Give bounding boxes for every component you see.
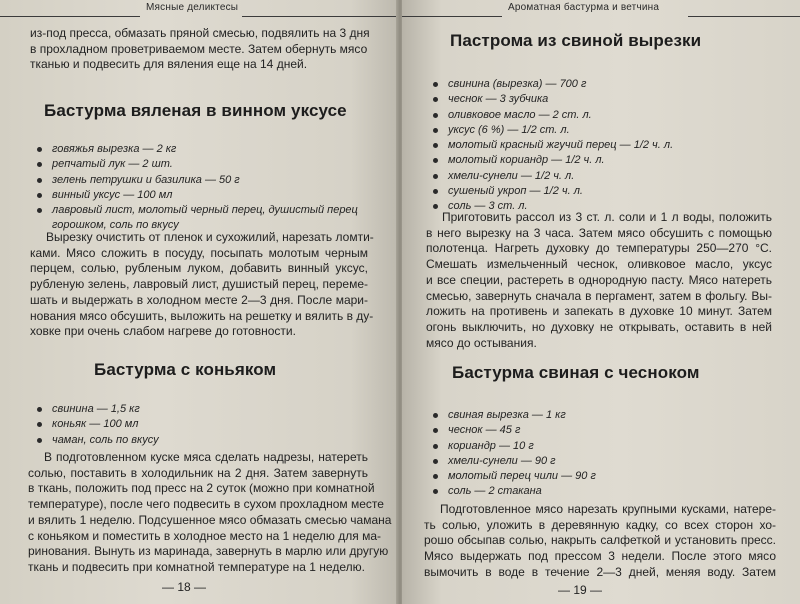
right-page — [402, 0, 800, 604]
text-line: нования мясо обсушить, выложить на решетку и вялить в ду- — [30, 308, 374, 323]
ingredient-list — [430, 408, 596, 500]
recipe-title: Бастурма вяленая в винном уксусе — [44, 101, 347, 120]
bullet-icon — [37, 208, 42, 213]
page-number: — 18 — — [162, 580, 207, 594]
bullet-icon — [433, 158, 438, 163]
method-paragraph — [30, 230, 374, 340]
bullet-icon — [433, 474, 438, 479]
header-rule — [242, 16, 398, 17]
text-line: ринования. Вынуть из маринада, завернуть в марлю или другую — [28, 544, 389, 559]
bullet-icon — [37, 178, 42, 183]
header-rule — [688, 16, 800, 17]
text-line: из-под пресса, обмазать пряной смесью, подвялить на 3 дня — [30, 26, 370, 40]
running-head: Мясные деликтесы — [146, 2, 239, 13]
text-line: в него вырезку на 3 часа. Затем мясо обсушить с помощью — [426, 225, 772, 240]
text-line: Приготовить рассол из 3 ст. л. соли и 1 л воды, положить — [442, 210, 772, 224]
header-rule — [402, 16, 502, 17]
bullet-icon — [433, 489, 438, 494]
text-line: и все специи, растереть в однородную пасту. Мясо натереть — [426, 272, 772, 287]
ingredient-item: молотый перец чили — 90 г — [430, 469, 596, 484]
bullet-icon — [433, 204, 438, 209]
page-number: — 19 — — [558, 583, 603, 597]
bullet-icon — [37, 407, 42, 412]
ingredient-item: сушеный укроп — 1/2 ч. л. — [430, 184, 673, 199]
ingredient-list — [34, 402, 159, 448]
ingredient-item: свиная вырезка — 1 кг — [430, 408, 596, 423]
ingredient-item: молотый красный жгучий перец — 1/2 ч. л. — [430, 138, 673, 153]
ingredient-item: соль — 3 ст. л. — [430, 199, 673, 214]
bullet-icon — [37, 193, 42, 198]
bullet-icon — [433, 128, 438, 133]
bullet-icon — [433, 113, 438, 118]
bullet-icon — [433, 444, 438, 449]
text-line: в прохладном проветриваемом месте. Затем обернуть мясо — [30, 41, 368, 56]
text-line: ками. Мясо сложить в посуду, посыпать молотым черным — [30, 245, 368, 260]
bullet-icon — [433, 459, 438, 464]
text-line: ложить на противень и запекать в духовке 10 минут. Затем — [426, 304, 772, 319]
method-paragraph — [426, 210, 772, 351]
ingredient-item: кориандр — 10 г — [430, 439, 596, 454]
bullet-icon — [37, 438, 42, 443]
ingredient-item: свинина — 1,5 кг — [34, 402, 159, 417]
ingredient-item: чаман, соль по вкусу — [34, 433, 159, 448]
ingredient-item: соль — 2 стакана — [430, 484, 596, 499]
left-page — [0, 0, 398, 604]
bullet-icon — [433, 97, 438, 102]
text-line: рошо обсыпав солью, накрыть салфеткой и установить пресс. — [424, 533, 776, 548]
ingredient-item: чеснок — 3 зубчика — [430, 92, 673, 107]
text-line: тканью и подвесить для вяления еще на 14 дней. — [30, 57, 308, 72]
ingredient-item: чеснок — 45 г — [430, 423, 596, 438]
bullet-icon — [37, 147, 42, 152]
ingredient-item: молотый кориандр — 1/2 ч. л. — [430, 153, 673, 168]
recipe-title: Бастурма с коньяком — [94, 360, 277, 379]
text-line: шать и выдержать в холодном месте 2—3 дня. После мари- — [30, 292, 368, 307]
text-line: полотенца. Нагреть духовку до температуры 250—270 °С. — [426, 241, 772, 256]
text-line: огонь выключить, но духовку не открывать, оставить в ней — [426, 319, 772, 334]
text-line: ть солью, уложить в деревянную кадку, со всех сторон хо- — [424, 517, 776, 532]
ingredient-item: хмели-сунели — 90 г — [430, 454, 596, 469]
text-line: перцем, солью, рубленым луком, добавить винный уксус, — [30, 261, 368, 276]
bullet-icon — [433, 189, 438, 194]
ingredient-item: зелень петрушки и базилика — 50 г — [34, 173, 358, 188]
bullet-icon — [433, 428, 438, 433]
method-paragraph — [28, 450, 392, 576]
intro-paragraph — [30, 26, 370, 73]
header-rule — [0, 16, 140, 17]
text-line: смесью, завернуть сначала в пергамент, затем в фольгу. Вы- — [426, 288, 772, 303]
bullet-icon — [37, 422, 42, 427]
text-line: солью, поставить в холодильник на 2 дня. Затем завернуть — [28, 465, 368, 480]
text-line: в ткань, положить под пресс на 2 суток (можно при комнатной — [28, 481, 375, 496]
ingredient-list — [34, 142, 358, 234]
ingredient-list — [430, 77, 673, 215]
text-line: мясо до остывания. — [426, 335, 537, 350]
text-line: рубленую зелень, лавровый лист, душистый перец, переме- — [30, 277, 368, 292]
ingredient-item: свинина (вырезка) — 700 г — [430, 77, 673, 92]
text-line: вымочить в воде в течение 2—3 дней, меняя воду. Затем — [424, 564, 776, 579]
text-line: Вырезку очистить от пленок и сухожилий, нарезать ломти- — [46, 230, 374, 244]
text-line: ховке при очень слабом нагреве до готовности. — [30, 324, 296, 339]
text-line: с коньяком и поместить в холодное место на 1 неделю для ма- — [28, 528, 382, 543]
running-head: Ароматная бастурма и ветчина — [508, 2, 660, 13]
ingredient-item: репчатый лук — 2 шт. — [34, 157, 358, 172]
recipe-title: Бастурма свиная с чесноком — [452, 363, 700, 382]
ingredient-item: хмели-сунели — 1/2 ч. л. — [430, 169, 673, 184]
ingredient-item: уксус (6 %) — 1/2 ст. л. — [430, 123, 673, 138]
ingredient-item: говяжья вырезка — 2 кг — [34, 142, 358, 157]
ingredient-item: лавровый лист, молотый черный перец, душистый перец горошком, соль по вкусу — [34, 203, 358, 234]
text-line: В подготовленном куске мяса сделать надрезы, натереть — [44, 450, 368, 464]
ingredient-item: винный уксус — 100 мл — [34, 188, 358, 203]
bullet-icon — [433, 174, 438, 179]
text-line: Подготовленное мясо нарезать крупными кусками, натерe- — [440, 502, 776, 516]
ingredient-item: коньяк — 100 мл — [34, 417, 159, 432]
text-line: ткань и подвесить при комнатной температуре на 1 неделю. — [28, 559, 365, 574]
text-line: и вялить 1 неделю. Подсушенное мясо обмазать смесью чамана — [28, 512, 392, 527]
method-paragraph — [424, 502, 776, 581]
text-line: Смешать измельченный чеснок, оливковое масло, уксус — [426, 257, 772, 272]
bullet-icon — [433, 143, 438, 148]
recipe-title: Пастрома из свиной вырезки — [450, 31, 702, 50]
ingredient-item: оливковое масло — 2 ст. л. — [430, 108, 673, 123]
bullet-icon — [433, 413, 438, 418]
bullet-icon — [37, 162, 42, 167]
bullet-icon — [433, 82, 438, 87]
text-line: температуре), после чего подвесить в сухом прохладном месте — [28, 497, 384, 512]
text-line: Мясо выдержать под прессом 3 недели. После этого мясо — [424, 549, 776, 564]
